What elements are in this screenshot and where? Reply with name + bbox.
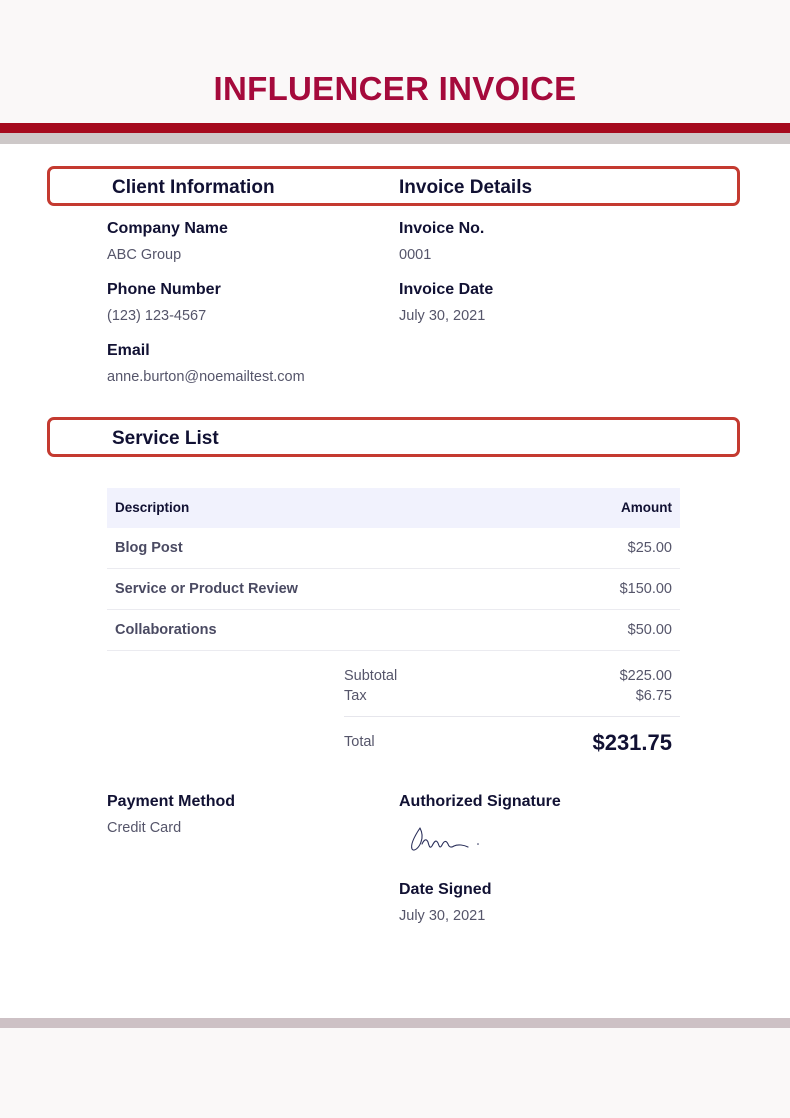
date-signed-label: Date Signed <box>399 881 492 898</box>
amount-column-header: Amount <box>621 500 672 515</box>
divider-bar <box>0 133 790 144</box>
tax-value: $6.75 <box>635 688 672 704</box>
row-amount: $25.00 <box>627 540 672 556</box>
email-value: anne.burton@noemailtest.com <box>107 369 305 385</box>
invoice-date-label: Invoice Date <box>399 281 494 298</box>
description-column-header: Description <box>115 500 190 515</box>
invoice-number-value: 0001 <box>399 247 432 263</box>
client-information-heading: Client Information <box>112 177 275 198</box>
table-row <box>107 528 680 569</box>
payment-method-value: Credit Card <box>107 820 182 836</box>
invoice-date-value: July 30, 2021 <box>399 308 486 324</box>
email-label: Email <box>107 342 150 359</box>
authorized-signature-label: Authorized Signature <box>399 793 561 810</box>
accent-bar <box>0 123 790 133</box>
total-label: Total <box>344 734 375 750</box>
table-header <box>107 488 680 528</box>
row-description: Blog Post <box>115 540 183 556</box>
summary-divider <box>344 716 680 717</box>
document-title: INFLUENCER INVOICE <box>213 70 577 107</box>
row-amount: $50.00 <box>627 622 672 638</box>
total-value: $231.75 <box>592 730 672 755</box>
signature-image <box>406 822 486 856</box>
payment-method-label: Payment Method <box>107 793 236 810</box>
footer-bar <box>0 1018 790 1028</box>
invoice-number-label: Invoice No. <box>399 220 485 237</box>
service-table <box>107 488 680 651</box>
row-amount: $150.00 <box>619 581 672 597</box>
tax-label: Tax <box>344 688 367 704</box>
subtotal-value: $225.00 <box>619 668 672 684</box>
company-name-label: Company Name <box>107 220 228 237</box>
date-signed-value: July 30, 2021 <box>399 908 486 924</box>
phone-number-label: Phone Number <box>107 281 221 298</box>
footer-band <box>0 1028 790 1118</box>
company-name-value: ABC Group <box>107 247 182 263</box>
invoice-details-heading: Invoice Details <box>399 177 533 198</box>
table-row <box>107 569 680 610</box>
row-description: Service or Product Review <box>115 581 298 597</box>
phone-number-value: (123) 123-4567 <box>107 308 207 324</box>
row-description: Collaborations <box>115 622 217 638</box>
subtotal-label: Subtotal <box>344 668 398 684</box>
table-row <box>107 610 680 651</box>
service-list-heading: Service List <box>112 428 219 449</box>
